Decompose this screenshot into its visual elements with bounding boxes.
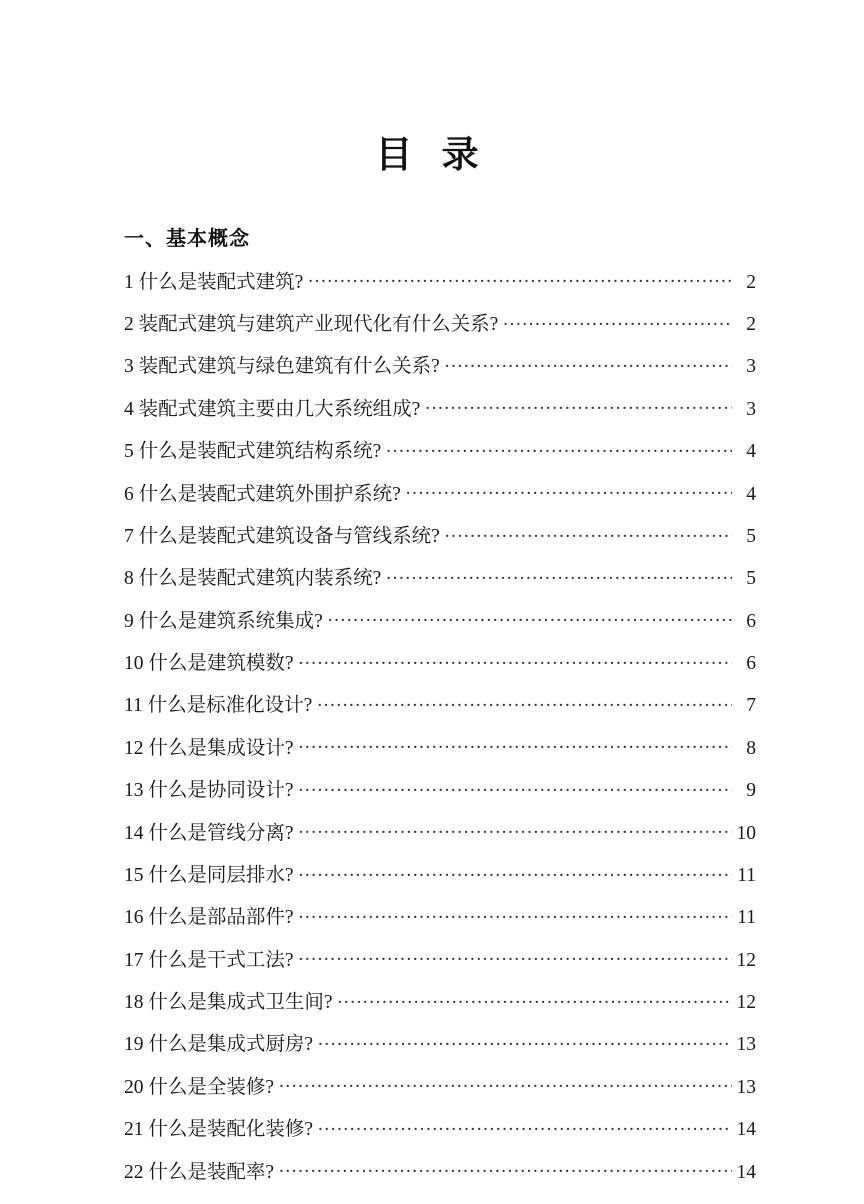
toc-entry[interactable] — [108, 598, 756, 640]
toc-leader-dots — [299, 904, 732, 924]
toc-entry-page-number: 9 — [746, 780, 756, 802]
toc-entry-page-number: 11 — [737, 907, 756, 929]
toc-entry-label: 6 什么是装配式建筑外围护系统? — [124, 483, 401, 505]
toc-list — [108, 259, 756, 1191]
toc-entry-label: 11 什么是标准化设计? — [124, 695, 313, 717]
toc-entry-page-number: 3 — [746, 398, 756, 420]
toc-leader-dots — [318, 1031, 732, 1051]
toc-entry-label: 2 装配式建筑与建筑产业现代化有什么关系? — [124, 314, 499, 336]
toc-entry[interactable] — [108, 640, 756, 682]
toc-entry-label: 20 什么是全装修? — [124, 1076, 275, 1098]
toc-entry-page-number: 6 — [746, 653, 756, 675]
toc-leader-dots — [299, 777, 732, 797]
toc-leader-dots — [299, 734, 732, 754]
toc-entry[interactable] — [108, 937, 756, 979]
toc-entry-page-number: 13 — [736, 1076, 756, 1098]
toc-entry-page-number: 4 — [746, 441, 756, 463]
toc-leader-dots — [299, 650, 732, 670]
toc-entry[interactable] — [108, 1107, 756, 1149]
toc-leader-dots — [386, 565, 732, 585]
toc-entry-label: 10 什么是建筑模数? — [124, 653, 294, 675]
toc-entry-label: 12 什么是集成设计? — [124, 737, 294, 759]
toc-leader-dots — [308, 268, 732, 288]
toc-entry[interactable] — [108, 979, 756, 1021]
toc-entry-page-number: 4 — [746, 483, 756, 505]
toc-entry-label: 16 什么是部品部件? — [124, 907, 294, 929]
toc-leader-dots — [503, 311, 732, 331]
toc-leader-dots — [445, 522, 732, 542]
toc-leader-dots — [328, 607, 732, 627]
toc-entry[interactable] — [108, 301, 756, 343]
toc-leader-dots — [386, 438, 732, 458]
toc-entry[interactable] — [108, 895, 756, 937]
toc-leader-dots — [317, 692, 732, 712]
toc-entry-page-number: 5 — [746, 568, 756, 590]
toc-leader-dots — [338, 989, 732, 1009]
toc-entry-label: 3 装配式建筑与绿色建筑有什么关系? — [124, 356, 440, 378]
toc-entry-label: 5 什么是装配式建筑结构系统? — [124, 441, 382, 463]
toc-leader-dots — [279, 1158, 732, 1178]
toc-entry-label: 17 什么是干式工法? — [124, 949, 294, 971]
toc-entry-page-number: 14 — [736, 1161, 756, 1183]
toc-leader-dots — [406, 480, 732, 500]
toc-entry-label: 1 什么是装配式建筑? — [124, 271, 304, 293]
toc-entry[interactable] — [108, 471, 756, 513]
toc-entry[interactable] — [108, 344, 756, 386]
toc-entry-label: 13 什么是协同设计? — [124, 780, 294, 802]
toc-entry-page-number: 11 — [737, 864, 756, 886]
toc-leader-dots — [299, 946, 732, 966]
toc-entry-label: 18 什么是集成式卫生间? — [124, 992, 333, 1014]
toc-entry-page-number: 8 — [746, 737, 756, 759]
toc-entry-page-number: 10 — [736, 822, 756, 844]
toc-entry[interactable] — [108, 386, 756, 428]
toc-entry-page-number: 2 — [746, 314, 756, 336]
toc-leader-dots — [299, 861, 732, 881]
toc-entry[interactable] — [108, 556, 756, 598]
toc-entry-page-number: 7 — [746, 695, 756, 717]
toc-entry-page-number: 2 — [746, 271, 756, 293]
toc-entry-label: 4 装配式建筑主要由几大系统组成? — [124, 398, 421, 420]
toc-entry[interactable] — [108, 1064, 756, 1106]
toc-entry[interactable] — [108, 725, 756, 767]
toc-entry[interactable] — [108, 683, 756, 725]
toc-entry[interactable] — [108, 259, 756, 301]
toc-entry-page-number: 12 — [736, 992, 756, 1014]
toc-entry-label: 15 什么是同层排水? — [124, 864, 294, 886]
toc-entry-label: 14 什么是管线分离? — [124, 822, 294, 844]
toc-leader-dots — [279, 1073, 732, 1093]
page-title: 目 录 — [375, 135, 489, 176]
toc-entry[interactable] — [108, 429, 756, 471]
toc-leader-dots — [445, 353, 732, 373]
toc-entry-label: 9 什么是建筑系统集成? — [124, 610, 323, 632]
toc-entry-page-number: 3 — [746, 356, 756, 378]
toc-entry-page-number: 5 — [746, 525, 756, 547]
toc-entry-label: 21 什么是装配化装修? — [124, 1119, 314, 1141]
toc-entry-page-number: 14 — [736, 1119, 756, 1141]
toc-entry[interactable] — [108, 810, 756, 852]
toc-leader-dots — [299, 819, 732, 839]
toc-entry-page-number: 12 — [736, 949, 756, 971]
toc-entry[interactable] — [108, 513, 756, 555]
toc-entry-page-number: 13 — [736, 1034, 756, 1056]
toc-entry-page-number: 6 — [746, 610, 756, 632]
toc-leader-dots — [425, 395, 732, 415]
toc-leader-dots — [318, 1116, 732, 1136]
toc-entry-label: 7 什么是装配式建筑设备与管线系统? — [124, 525, 440, 547]
toc-entry-label: 22 什么是装配率? — [124, 1161, 275, 1183]
toc-entry[interactable] — [108, 768, 756, 810]
section-heading-basic-concepts: 一、基本概念 — [124, 228, 250, 250]
toc-entry-label: 19 什么是集成式厨房? — [124, 1034, 314, 1056]
toc-entry[interactable] — [108, 852, 756, 894]
toc-entry[interactable] — [108, 1149, 756, 1191]
toc-entry-label: 8 什么是装配式建筑内装系统? — [124, 568, 382, 590]
toc-entry[interactable] — [108, 1022, 756, 1064]
